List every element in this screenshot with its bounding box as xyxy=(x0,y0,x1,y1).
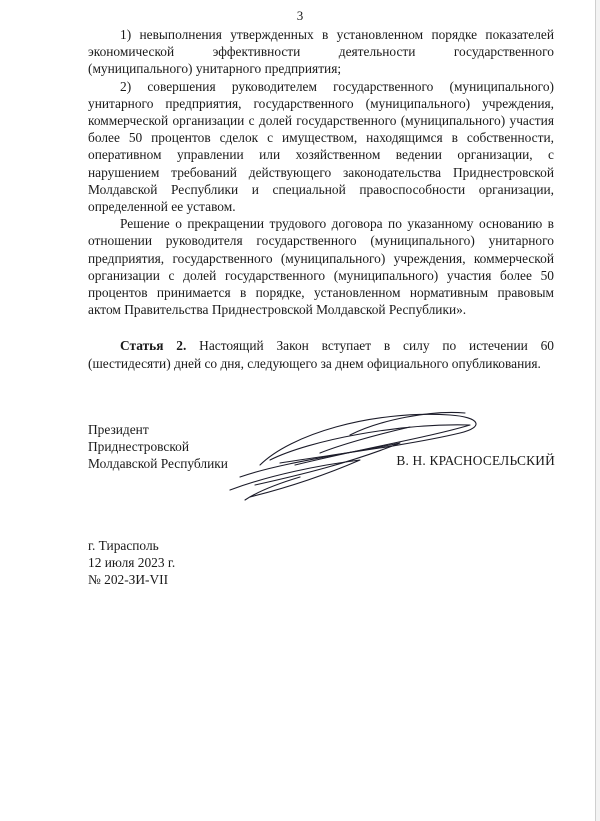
place-date-number xyxy=(88,537,288,589)
signature-title-line-1: Президент xyxy=(88,422,149,437)
signatory-name: В. Н. КРАСНОСЕЛЬСКИЙ xyxy=(396,453,555,468)
article-2-text: Настоящий Закон вступает в силу по истечении 60 (шестидесяти) дней со дня, следующего за днем официального опубликования. xyxy=(88,338,554,371)
date: 12 июля 2023 г. xyxy=(88,555,176,571)
city: г. Тирасполь xyxy=(88,538,159,553)
paragraph-gap xyxy=(88,318,554,337)
paragraph-item-1: 1) невыполнения утвержденных в установленном порядке показателей экономической эффективности деятельности государственного (муниципального) унитарного предприятия; xyxy=(88,27,554,77)
signature-title-line-3: Молдавской Республики xyxy=(88,456,228,472)
law-text xyxy=(88,26,554,372)
page-edge-shadow xyxy=(596,0,600,821)
paragraph-decision: Решение о прекращении трудового договора по указанному основанию в отношении руководителя государственного (муниципального) унитарного предприятия, государственного (муниципального) учреждения, коммерческой организации с долей государственного (муниципального) участия более 50 процентов принимается в порядке, установленном нормативным правовым актом Правительства Приднестровской Молдавской Республики». xyxy=(88,216,554,318)
paragraph-item-2: 2) совершения руководителем государственного (муниципального) унитарного предприятия, государственного (муниципального) учреждения, коммерческой организации с долей государственного (муниципального) участия более 50 процентов сделок с имуществом, находящимся в собственности, оперативном управлении или хозяйственном ведении организации, с нарушением требований действующего законодательства Приднестровской Молдавской Республики и специальной правоспособности организации, определенной ее уставом. xyxy=(88,78,554,215)
page-edge-line xyxy=(595,0,596,821)
signature-title-line-2: Приднестровской xyxy=(88,439,190,455)
page-number: 3 xyxy=(296,8,304,23)
article-2-label: Статья 2. xyxy=(120,338,187,354)
article-2 xyxy=(88,337,554,371)
law-number: № 202-ЗИ-VII xyxy=(88,572,169,588)
